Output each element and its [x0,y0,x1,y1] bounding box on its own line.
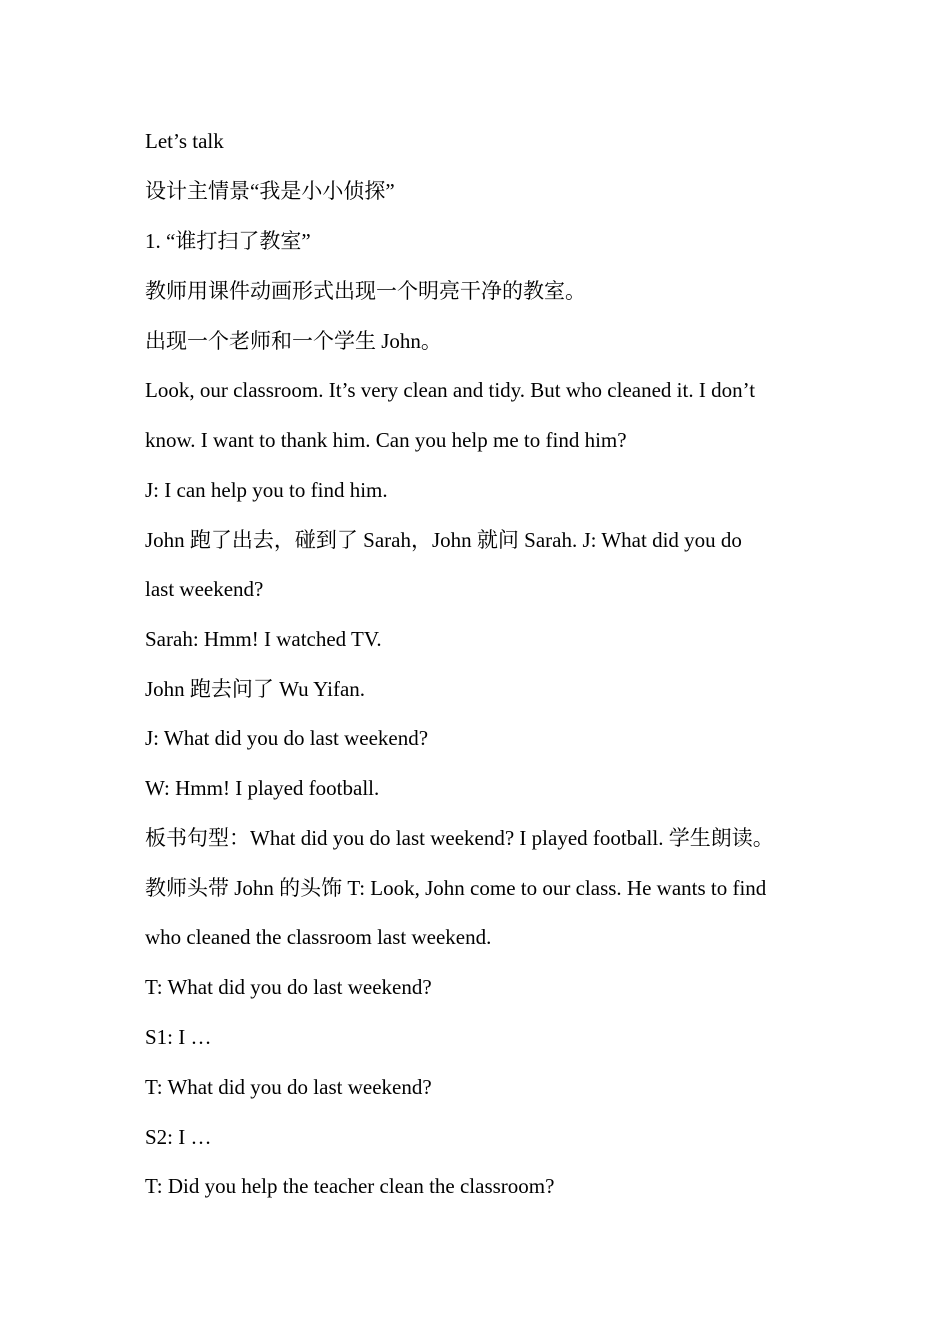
text-line: J: What did you do last weekend? [145,726,429,750]
text-line: 教师头带 John 的头饰 T: Look, John come to our class. He wants to find [145,876,767,900]
text-line: 板书句型：What did you do last weekend? I played football. 学生朗读。 [145,826,774,850]
text-line: know. I want to thank him. Can you help me to find him? [145,428,627,452]
text-line: S2: I … [145,1125,212,1149]
text-line: John 跑去问了 Wu Yifan. [145,677,366,701]
text-line: 出现一个老师和一个学生 John。 [145,329,442,353]
text-line: 1. “谁打扫了教室” [145,229,311,253]
text-line: Sarah: Hmm! I watched TV. [145,627,382,651]
text-line: Look, our classroom. It’s very clean and tidy. But who cleaned it. I don’t [145,378,756,402]
text-line: Let’s talk [145,129,224,153]
text-line: who cleaned the classroom last weekend. [145,925,492,949]
text-line: T: Did you help the teacher clean the classroom? [145,1174,555,1198]
text-line: last weekend? [145,577,264,601]
text-line: John 跑了出去，碰到了 Sarah，John 就问 Sarah. J: What did you do [145,528,742,552]
text-line: J: I can help you to find him. [145,478,388,502]
text-line: 设计主情景“我是小小侦探” [145,179,395,203]
text-line: T: What did you do last weekend? [145,1075,432,1099]
text-line: W: Hmm! I played football. [145,776,380,800]
text-line: S1: I … [145,1025,212,1049]
text-line: 教师用课件动画形式出现一个明亮干净的教室。 [145,279,586,303]
text-line: T: What did you do last weekend? [145,975,432,999]
